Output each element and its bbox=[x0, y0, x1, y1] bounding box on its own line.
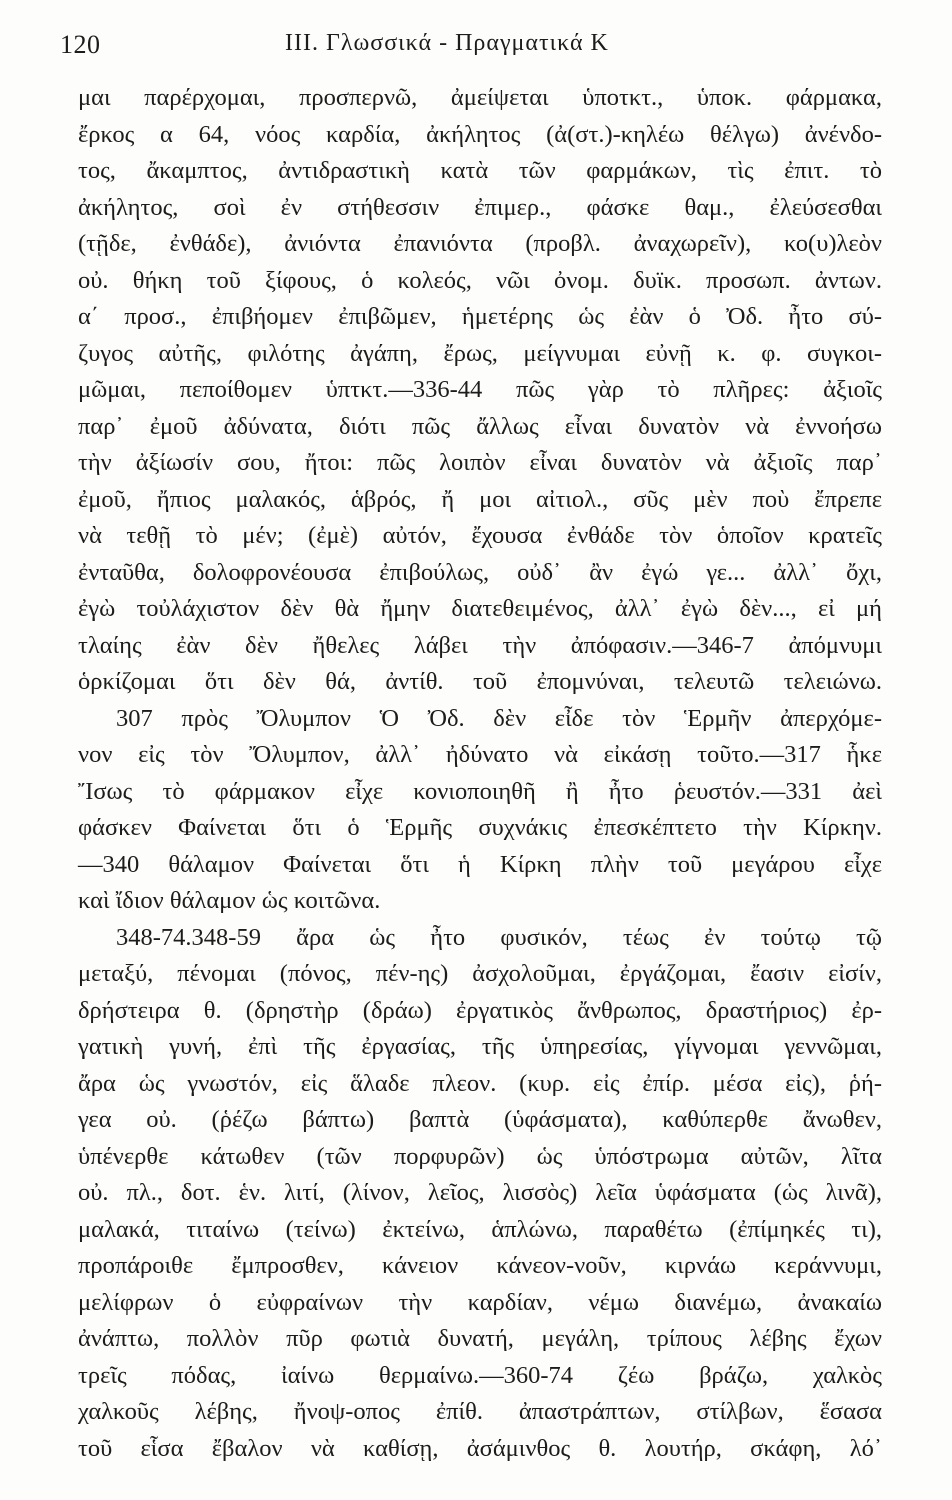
text-line: μῶμαι, πεποίθομεν ὑπτκτ.—336-44 πῶς γὰρ τὸ πλῆρες: ἀξιοῖς bbox=[78, 376, 882, 403]
text-line: παρ᾽ ἐμοῦ ἀδύνατα, διότι πῶς ἄλλως εἶναι δυνατὸν νὰ ἐννοήσω bbox=[78, 412, 882, 440]
text-line: —340 θάλαμον Φαίνεται ὅτι ἡ Κίρκη πλὴν τοῦ μεγάρου εἶχε bbox=[78, 850, 882, 878]
text-line: τρεῖς πόδας, ἰαίνω θερμαίνω.—360-74 ζέω βράζω, χαλκὸς bbox=[78, 1361, 882, 1389]
text-line: νὰ τεθῇ τὸ μέν; (ἐμὲ) αὐτόν, ἔχουσα ἐνθάδε τὸν ὁποῖον κρατεῖς bbox=[78, 522, 882, 549]
page-number: 120 bbox=[60, 30, 101, 59]
text-line: 348-74.348-59 ἄρα ὡς ἦτο φυσικόν, τέως ἐν τούτῳ τῷ bbox=[116, 923, 882, 951]
text-line: ἄρα ὡς γνωστόν, εἰς ἅλαδε πλεον. (κυρ. εἰς ἐπίρ. μέσα εἰς), ῥή- bbox=[78, 1069, 882, 1097]
text-line: μαλακά, τιταίνω (τείνω) ἐκτείνω, ἁπλώνω, παραθέτω (ἐπίμηκές τι), bbox=[78, 1215, 882, 1243]
text-line: ἐγὼ τοὐλάχιστον δὲν θὰ ἤμην διατεθειμένος, ἀλλ᾽ ἐγὼ δὲν..., εἰ μή bbox=[78, 595, 882, 622]
text-line: προπάροιθε ἔμπροσθεν, κάνειον κάνεον-νοῦν, κιρνάω κεράννυμι, bbox=[78, 1252, 882, 1279]
text-line: 307 πρὸς Ὄλυμπον Ὁ Ὀδ. δὲν εἶδε τὸν Ἑρμῆν ἀπερχόμε- bbox=[116, 704, 882, 732]
text-line: τος, ἄκαμπτος, ἀντιδραστικὴ κατὰ τῶν φαρμάκων, τὶς ἐπιτ. τὸ bbox=[78, 157, 882, 184]
text-line: ζυγος αὐτῆς, φιλότης ἀγάπη, ἔρως, μείγνυμαι εὐνῇ κ. φ. συγκοι- bbox=[78, 339, 882, 367]
text-line: (τῇδε, ἐνθάδε), ἀνιόντα ἐπανιόντα (προβλ. ἀναχωρεῖν), κο(υ)λεὸν bbox=[78, 230, 882, 257]
text-line: γατικὴ γυνή, ἐπὶ τῆς ἐργασίας, τῆς ὑπηρεσίας, γίγνομαι γεννῶμαι, bbox=[78, 1033, 882, 1060]
text-line: ὁρκίζομαι ὅτι δὲν θά, ἀντίθ. τοῦ ἐπομνύναι, τελευτῶ τελειώνω. bbox=[78, 668, 882, 695]
text-line: Ἴσως τὸ φάρμακον εἶχε κονιοποιηθῆ ἢ ἦτο ῥευστόν.—331 ἀεὶ bbox=[78, 777, 882, 805]
text-line: ἔρκος α 64, νόος καρδία, ἀκήλητος (ἀ(στ.)-κηλέω θέλγω) ἀνένδο- bbox=[78, 120, 882, 148]
text-line: τλαίης ἐὰν δὲν ἤθελες λάβει τὴν ἀπόφασιν.—346-7 ἀπόμνυμι bbox=[78, 631, 882, 659]
text-line: χαλκοῦς λέβης, ἤνοψ-οπος ἐπίθ. ἀπαστράπτων, στίλβων, ἕσασα bbox=[78, 1398, 882, 1425]
text-line: φάσκεν Φαίνεται ὅτι ὁ Ἑρμῆς συχνάκις ἐπεσκέπτετο τὴν Κίρκην. bbox=[78, 814, 882, 841]
text-line: μεταξύ, πένομαι (πόνος, πέν-ης) ἀσχολοῦμαι, ἐργάζομαι, ἔασιν εἰσίν, bbox=[78, 960, 882, 987]
text-line: τὴν ἀξίωσίν σου, ἤτοι: πῶς λοιπὸν εἶναι δυνατὸν νὰ ἀξιοῖς παρ᾽ bbox=[78, 449, 882, 476]
text-line: α΄ προσ., ἐπιβήομεν ἐπιβῶμεν, ἡμετέρης ὡς ἐὰν ὁ Ὀδ. ἦτο σύ- bbox=[78, 303, 882, 330]
text-line: ὑπένερθε κάτωθεν (τῶν πορφυρῶν) ὡς ὑπόστρωμα αὐτῶν, λῖτα bbox=[78, 1142, 882, 1170]
running-header: ΙΙΙ. Γλωσσικά - Πραγματικά Κ bbox=[285, 30, 609, 56]
commentary-text bbox=[78, 80, 882, 1467]
text-line: οὐ. θήκη τοῦ ξίφους, ὁ κολεός, νῶι ὀνομ. δυϊκ. προσωπ. ἀντων. bbox=[78, 266, 882, 294]
text-line: καὶ ἴδιον θάλαμον ὡς κοιτῶνα. bbox=[78, 887, 381, 914]
text-line: οὐ. πλ., δοτ. ἑν. λιτί, (λίνον, λεῖος, λισσὸς) λεῖα ὑφάσματα (ὡς λινᾶ), bbox=[78, 1179, 882, 1206]
text-line: νον εἰς τὸν Ὄλυμπον, ἀλλ᾽ ἠδύνατο νὰ εἰκάσῃ τοῦτο.—317 ἧκε bbox=[78, 741, 882, 768]
text-line: γεα οὐ. (ῥέζω βάπτω) βαπτὰ (ὑφάσματα), καθύπερθε ἄνωθεν, bbox=[78, 1106, 882, 1133]
text-line: ἀκήλητος, σοὶ ἐν στήθεσσιν ἐπιμερ., φάσκε θαμ., ἐλεύσεσθαι bbox=[78, 193, 882, 221]
text-line: τοῦ εἷσα ἔβαλον νὰ καθίσῃ, ἀσάμινθος θ. λουτήρ, σκάφη, λό᾽ bbox=[78, 1434, 882, 1462]
text-line: δρήστειρα θ. (δρηστὴρ (δράω) ἐργατικὸς ἄνθρωπος, δραστήριος) ἐρ- bbox=[78, 996, 882, 1024]
text-line: μαι παρέρχομαι, προσπερνῶ, ἀμείψεται ὑποτκτ., ὑποκ. φάρμακα, bbox=[78, 84, 882, 111]
text-line: ἀνάπτω, πολλὸν πῦρ φωτιὰ δυνατή, μεγάλη, τρίπους λέβης ἔχων bbox=[78, 1325, 882, 1352]
text-line: μελίφρων ὁ εὐφραίνων τὴν καρδίαν, νέμω διανέμω, ἀνακαίω bbox=[78, 1288, 882, 1316]
text-line: ἐνταῦθα, δολοφρονέουσα ἐπιβούλως, οὐδ᾽ ἂν ἐγώ γε... ἀλλ᾽ ὄχι, bbox=[78, 558, 882, 586]
text-line: ἐμοῦ, ἤπιος μαλακός, ἁβρός, ἤ μοι αἰτιολ., σῦς μὲν ποὺ ἔπρεπε bbox=[78, 485, 882, 513]
